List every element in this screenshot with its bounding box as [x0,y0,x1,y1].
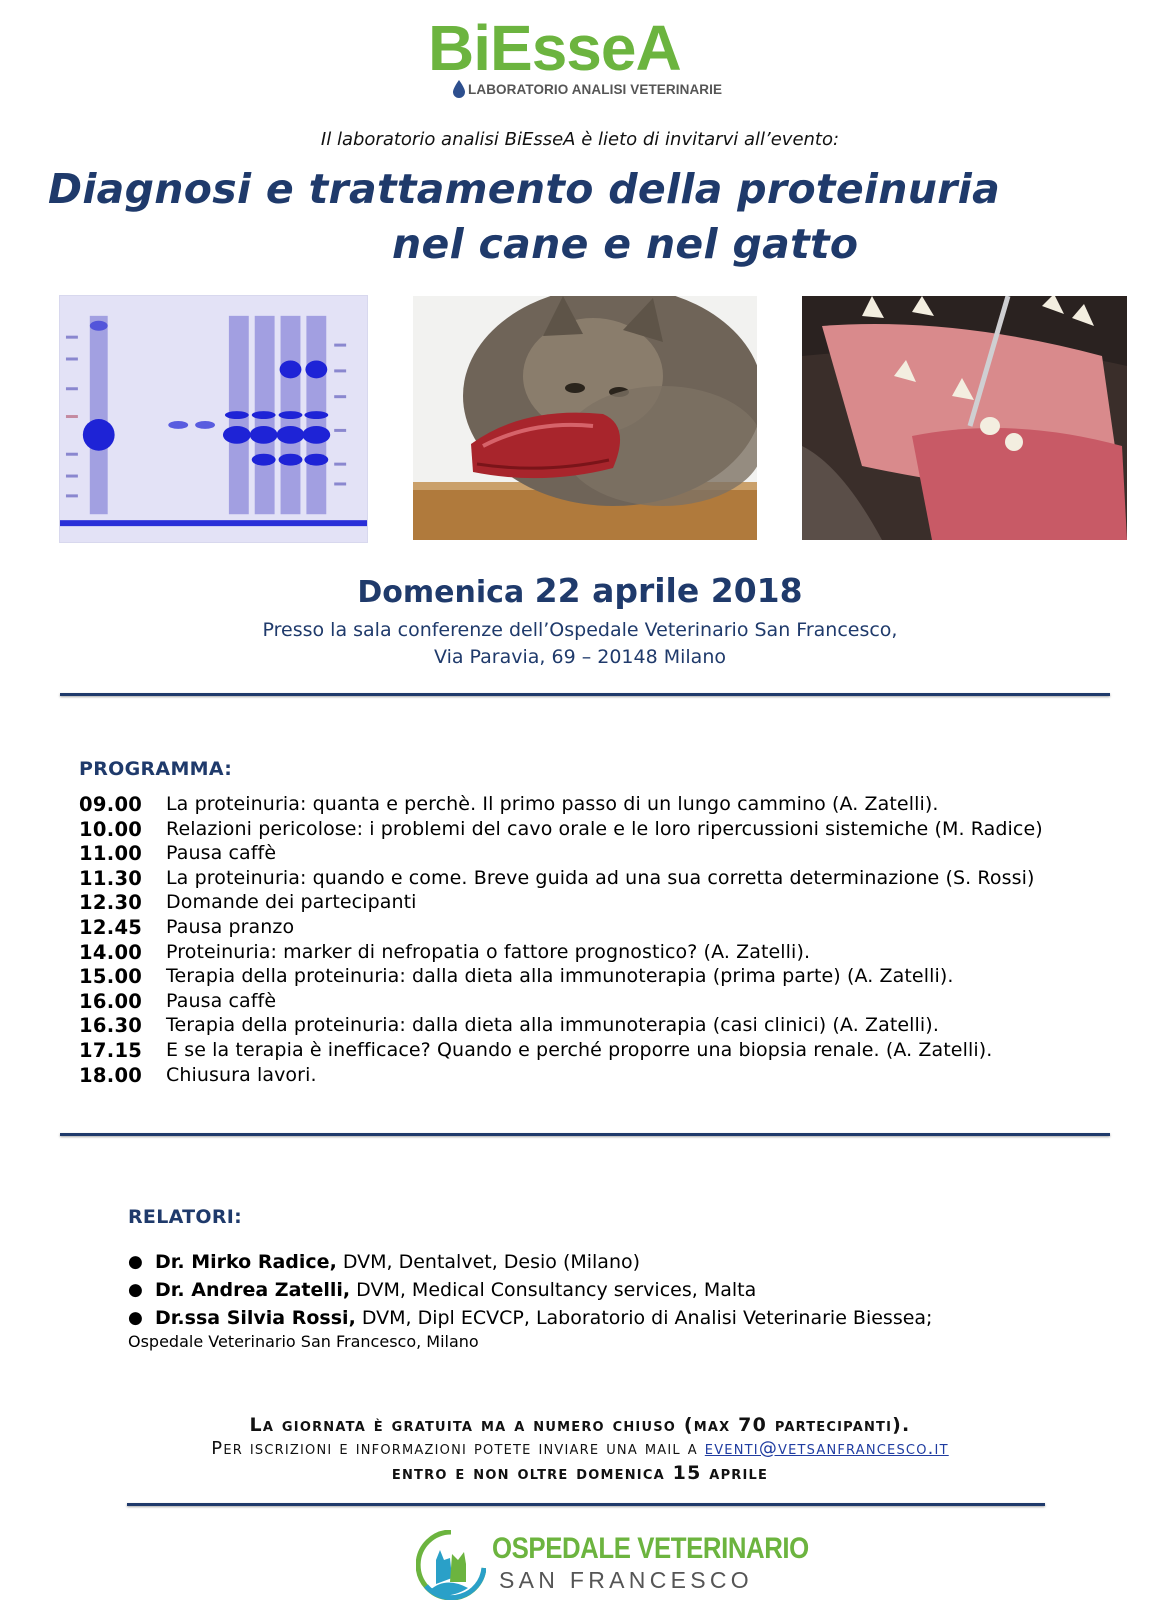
speaker-name: Dr.ssa Silvia Rossi, [155,1307,356,1329]
bullet-icon: ● [128,1308,143,1328]
ospedale-logo-line2: SAN FRANCESCO [499,1567,753,1593]
program-talk: La proteinuria: quando e come. Breve guida ad una sua corretta determinazione (S. Rossi) [166,866,1035,889]
program-talk: Pausa caffè [166,989,277,1012]
program-talk: Proteinuria: marker di nefropatia o fattore prognostico? (A. Zatelli). [166,940,811,963]
svg-text:BiEsseA: BiEsseA [428,18,681,78]
program-time: 17.15 [79,1038,143,1062]
bullet-icon: ● [128,1252,143,1272]
program-talk: Chiusura lavori. [166,1063,317,1086]
program-talk: Terapia della proteinuria: dalla dieta alla immunoterapia (casi clinici) (A. Zatelli). [166,1014,939,1037]
ospedale-logo-line1: OSPEDALE VETERINARIO [492,1532,809,1565]
program-talk: E se la terapia è inefficace? Quando e perché proporre una biopsia renale. (A. Zatelli). [166,1038,993,1061]
program-item [79,867,1159,892]
program-time: 10.00 [79,817,143,841]
divider [60,693,1110,696]
speaker-details-continuation: Ospedale Veterinario San Francesco, Milano [128,1332,479,1351]
deadline-note: entro e non oltre domenica 15 aprile [391,1462,769,1484]
program-time: 11.00 [79,842,143,866]
program-item [79,1014,1159,1039]
speaker-name: Dr. Andrea Zatelli, [155,1279,351,1301]
program-talk: Domande dei partecipanti [166,891,417,914]
program-time: 18.00 [79,1063,143,1087]
speaker-details: DVM, Medical Consultancy services, Malta [350,1279,757,1301]
electrophoresis-gel-image [59,295,368,543]
speaker-name: Dr. Mirko Radice, [155,1251,337,1273]
ospedale-logo [413,1524,809,1600]
speaker-item [128,1276,1128,1304]
dog-cat-badge-icon [416,1530,486,1600]
program-heading: PROGRAMMA: [79,758,233,780]
speaker-item [128,1248,1128,1276]
event-day: Domenica [357,575,525,610]
program-talk: La proteinuria: quanta e perchè. Il primo passo di un lungo cammino (A. Zatelli). [166,793,939,815]
program-item [79,965,1159,990]
program-item [79,941,1159,966]
program-item [79,1039,1159,1064]
program-talk: Pausa caffè [166,842,277,865]
program-talk: Relazioni pericolose: i problemi del cavo orale e le loro ripercussioni sistemiche (M. Radice) [166,817,1043,840]
program-item [79,818,1159,843]
program-item [79,793,1159,818]
speaker-item [128,1304,1128,1332]
program-item [79,842,1159,867]
program-time: 14.00 [79,940,143,964]
program-time: 12.30 [79,891,143,915]
bullet-icon: ● [128,1280,143,1300]
biessea-wordmark [428,18,738,78]
program-time: 12.45 [79,915,143,939]
event-title-line2: nel cane e nel gatto [392,220,859,268]
email-link[interactable]: eventi@vetsanfrancesco.it [704,1438,949,1459]
venue-line2: Via Paravia, 69 – 20148 Milano [434,646,726,668]
speaker-details: DVM, Dipl ECVCP, Laboratorio di Analisi Veterinarie Biessea; [355,1307,933,1329]
program-list [79,793,1159,1088]
venue-line1: Presso la sala conferenze dell’Ospedale Veterinario San Francesco, [262,619,898,641]
program-time: 16.00 [79,989,143,1013]
registration-note [0,1438,1160,1459]
event-date [0,571,1160,610]
program-item [79,916,1159,941]
program-time: 15.00 [79,965,143,989]
logo-tagline: LABORATORIO ANALISI VETERINARIE [468,82,723,97]
program-time: 16.30 [79,1014,143,1038]
divider [127,1503,1045,1506]
divider [60,1133,1110,1136]
speakers-heading: RELATORI: [128,1206,243,1228]
program-item [79,891,1159,916]
biessea-logo [428,18,738,102]
program-time: 09.00 [79,793,143,816]
speakers-list [128,1248,1128,1351]
event-title-line1: Diagnosi e trattamento della proteinuria [48,165,1001,213]
program-item [79,1064,1159,1089]
dog-mouth-dental-image [802,296,1127,540]
cat-eating-meat-image [413,296,757,540]
registration-text: Per iscrizioni e informazioni potete inviare una mail a [211,1438,705,1459]
free-admission-note: La giornata è gratuita ma a numero chiuso (max 70 partecipanti). [249,1414,911,1436]
speaker-details: DVM, Dentalvet, Desio (Milano) [336,1251,641,1273]
program-item [79,990,1159,1015]
program-talk: Pausa pranzo [166,915,295,938]
program-talk: Terapia della proteinuria: dalla dieta alla immunoterapia (prima parte) (A. Zatelli). [166,965,954,988]
event-date-value: 22 aprile 2018 [534,571,803,610]
program-time: 11.30 [79,866,143,890]
invite-line: Il laboratorio analisi BiEsseA è lieto di invitarvi all’evento: [320,129,840,150]
water-drop-icon [453,80,465,98]
